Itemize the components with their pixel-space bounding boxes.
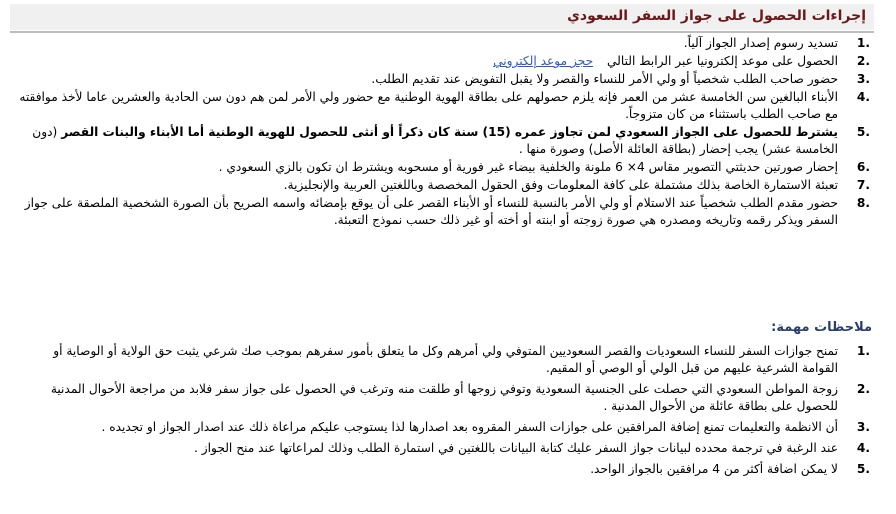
- item-number: 5.: [856, 125, 870, 139]
- item-text: (دون الخامسة عشر) يجب إحضار (بطاقة العائلة الأصل) وصورة منها .: [32, 125, 838, 156]
- list-item: [0, 195, 896, 229]
- item-number: 1.: [856, 344, 870, 358]
- item-text: عند الرغبة في ترجمة محدده لبيانات جواز السفر عليك كتابة البيانات باللغتين في استمارة الطلب وذلك لمراعاتها عند منح الجواز .: [194, 441, 838, 455]
- item-text: تمنح جوازات السفر للنساء السعوديات والقصر السعوديين المتوفي ولي أمرهم وكل ما يتعلق بأمور سفرهم بموجب صك شرعي يثبت حق الولاية أو الوصاية أو القوامة الشرعية عليهم من قبل الولي أو الوصي أو المقيم.: [53, 344, 838, 375]
- item-number: 3.: [856, 72, 870, 86]
- item-number: 6.: [856, 160, 870, 174]
- item-text: زوجة المواطن السعودي التي حصلت على الجنسية السعودية وتوفي زوجها أو طلقت منه وترغب في الحصول على جواز سفر فلابد من مراجعة الأحوال المدنية للحصول على بطاقة عائلة من الأحوال المدنية .: [50, 382, 838, 413]
- list-item: [0, 124, 896, 158]
- item-number: 5.: [856, 462, 870, 476]
- list-item: [0, 440, 896, 457]
- list-item: [0, 381, 896, 415]
- list-item: [0, 343, 896, 377]
- item-number: 7.: [856, 178, 870, 192]
- list-item: [0, 177, 896, 194]
- book-appointment-link[interactable]: حجز موعد إلكتروني: [493, 54, 594, 68]
- item-number: 4.: [856, 441, 870, 455]
- title-divider: [10, 31, 874, 33]
- item-text: الأبناء البالغين سن الخامسة عشر من العمر فإنه يلزم حصولهم على بطاقة الهوية الوطنية مع حضور ولي الأمر لمن هم دون سن الحادية والعشرين عاما لأخذ موافقته مع صاحب الطلب باستثناء من كان متزوجاً.: [19, 90, 838, 121]
- list-item: [0, 159, 896, 176]
- item-number: 1.: [856, 36, 870, 50]
- list-item: [0, 89, 896, 123]
- item-number: 4.: [856, 90, 870, 104]
- notes-title: ملاحظات مهمة:: [771, 320, 872, 335]
- list-item: [0, 461, 896, 478]
- item-text: حضور مقدم الطلب شخصياً عند الاستلام أو ولي الأمر بالنسبة للنساء أو الأبناء القصر على أن يوقع بإمضائه واسمه الصريح بأن الصورة الشخصية الملصقة على جواز السفر ويذكر رقمه وتاريخه ومصدره هي صورة زوجته أو ابنته أو أخته أو غير ذلك حسب نموذج التعبئة.: [24, 196, 838, 227]
- item-number: 2.: [856, 382, 870, 396]
- steps-list: [0, 35, 896, 230]
- list-item: [0, 419, 896, 436]
- notes-list: [0, 343, 896, 482]
- item-number: 2.: [856, 54, 870, 68]
- page-title: إجراءات الحصول على جواز السفر السعودي: [567, 8, 866, 24]
- item-number: 8.: [856, 196, 870, 210]
- list-item: [0, 53, 896, 70]
- item-number: 3.: [856, 420, 870, 434]
- list-item: [0, 71, 896, 88]
- list-item: [0, 35, 896, 52]
- item-bold-text: يشترط للحصول على الجواز السعودي لمن تجاوز عمره (15) سنة كان ذكراً أو أنثى للحصول للهوية الوطنية أما الأبناء والبنات القصر: [61, 125, 838, 139]
- item-text: حضور صاحب الطلب شخصياً أو ولي الأمر للنساء والقصر ولا يقبل التفويض عند تقديم الطلب.: [371, 72, 838, 86]
- item-text: تسديد رسوم إصدار الجواز آلياً.: [683, 36, 838, 50]
- item-text: إحضار صورتين حديثتي التصوير مقاس 4× 6 ملونة والخلفية بيضاء غير فورية أو مسحوبه ويشترط ان تكون بالزي السعودي .: [218, 160, 838, 174]
- item-text: أن الانظمة والتعليمات تمنع إضافة المرافقين على جوازات السفر المقروه بعد اصدارها لذا يستوجب عليكم مراعاة ذلك عند اصدار الجواز او تجديده .: [101, 420, 838, 434]
- item-text: لا يمكن اضافة أكثر من 4 مرافقين بالجواز الواحد.: [590, 462, 838, 476]
- item-text: الحصول على موعد إلكترونيا عبر الرابط التالي: [607, 54, 838, 68]
- header-bar: [10, 4, 874, 30]
- item-text: تعبئة الاستمارة الخاصة بذلك مشتملة على كافة المعلومات وفق الحقول المخصصة وباللغتين العربية والإنجليزية.: [283, 178, 838, 192]
